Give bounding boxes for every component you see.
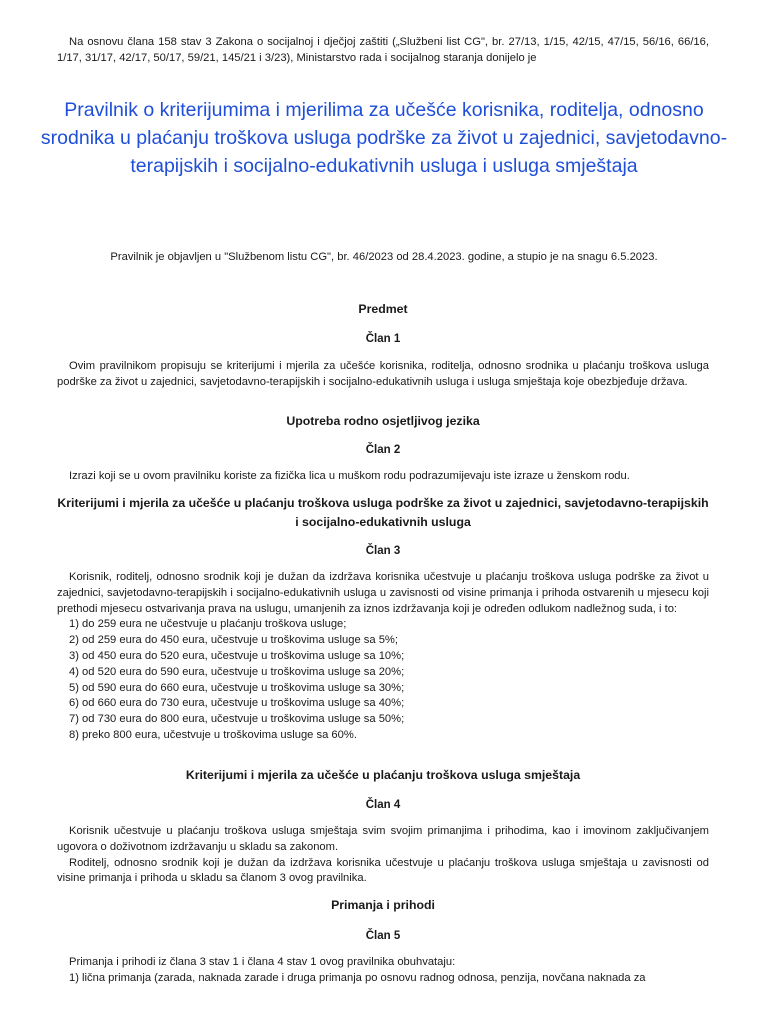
article-number: Član 1 [365,333,401,345]
document-title: Pravilnik o kriterijumima i mjerilima za učešće korisnika, roditelja, odnosno srodnika u plaćanju troškova usluga podrške za život u zajednici, savjetodavno-terapijskih i socijalno-edukativnih usluga i usluga smještaja [40,99,728,177]
list-item: 7) od 730 eura do 800 eura, učestvuje u troškovima usluge sa 50%; [69,713,405,726]
section-income [57,896,709,987]
article-number: Član 2 [365,444,401,456]
income-bracket-list [57,617,709,743]
article-number: Član 5 [365,930,401,942]
article-paragraph: Korisnik, roditelj, odnosno srodnik koji je dužan da izdržava korisnika učestvuje u plaćanju troškova usluga podrške za život u zajednici, savjetodavno-terapijskih i socijalno-edukativnih usluga u zavisnosti od visine primanja i prihoda ostvarenih u mjesecu koji prethodi mjesecu ostvarivanja prava na uslugu, umanjenih za iznos izdržavanja koji je određen odlukom nadležnog suda, i to: [57,571,709,615]
article-paragraph: Korisnik učestvuje u plaćanju troškova usluga smještaja svim svojim primanjima i prihodima, kao i imovinom zaključivanjem ugovora o doživotnom izdržavanju u skladu sa zakonom. [57,825,709,853]
article-paragraph: Primanja i prihodi iz člana 3 stav 1 i člana 4 stav 1 ovog pravilnika obuhvataju: [69,956,456,968]
list-item: 6) od 660 eura do 730 eura, učestvuje u troškovima usluge sa 40%; [69,697,405,710]
income-types-list [57,971,709,987]
section-heading: Kriterijumi i mjerila za učešće u plaćanju troškova usluga podrške za život u zajednici, savjetodavno-terapijskih i socijalno-edukativnih usluga [57,496,709,529]
section-gender-language [57,412,709,485]
list-item: 3) od 450 eura do 520 eura, učestvuje u troškovima usluge sa 10%; [69,649,405,662]
section-community-services [57,494,709,744]
list-item: 5) od 590 eura do 660 eura, učestvuje u troškovima usluge sa 30%; [69,681,405,694]
section-heading: Kriterijumi i mjerila za učešće u plaćanju troškova usluga smještaja [185,768,581,782]
article-number: Član 3 [365,545,401,557]
article-paragraph: Ovim pravilnikom propisuju se kriterijumi i mjerila za učešće korisnika, roditelja, odnosno srodnika u plaćanju troškova usluga podrške za život u zajednici, savjetodavno-terapijskih i socijalno-edukativnih usluga i usluga smještaja koje obezbjeđuje država. [57,360,709,388]
list-item: 8) preko 800 eura, učestvuje u troškovima usluge sa 60%. [69,728,357,741]
article-number: Član 4 [365,799,401,811]
publication-note: Pravilnik je objavljen u "Službenom listu CG", br. 46/2023 od 28.4.2023. godine, a stupio je na snagu 6.5.2023. [110,251,658,263]
article-paragraph: Roditelj, odnosno srodnik koji je dužan da izdržava korisnika učestvuje u plaćanju troškova usluga smještaja u zavisnosti od visine primanja i prihoda u skladu sa članom 3 ovog pravilnika. [57,856,709,885]
section-accommodation-services [57,766,709,887]
section-heading: Primanja i prihodi [331,898,435,912]
section-predmet [57,300,709,391]
list-item: 2) od 259 eura do 450 eura, učestvuje u troškovima usluge sa 5%; [69,634,398,647]
intro-paragraph: Na osnovu člana 158 stav 3 Zakona o socijalnoj i dječjoj zaštiti („Službeni list CG", br. 27/13, 1/15, 42/15, 47/15, 56/16, 66/16, 1/17, 31/17, 42/17, 50/17, 59/21, 145/21 i 3/23), Ministarstvo rada i socijalnog staranja donijelo je [57,36,709,64]
section-heading: Predmet [358,302,408,316]
list-item: 1) do 259 eura ne učestvuje u plaćanju troškova usluge; [69,618,347,631]
list-item: 1) lična primanja (zarada, naknada zarade i druga primanja po osnovu radnog odnosa, penzija, novčana naknada za [69,971,646,984]
list-item: 4) od 520 eura do 590 eura, učestvuje u troškovima usluge sa 20%; [69,665,405,678]
section-heading: Upotreba rodno osjetljivog jezika [286,414,480,428]
article-paragraph: Izrazi koji se u ovom pravilniku koriste za fizička lica u muškom rodu podrazumijevaju iste izraze u ženskom rodu. [69,470,630,482]
